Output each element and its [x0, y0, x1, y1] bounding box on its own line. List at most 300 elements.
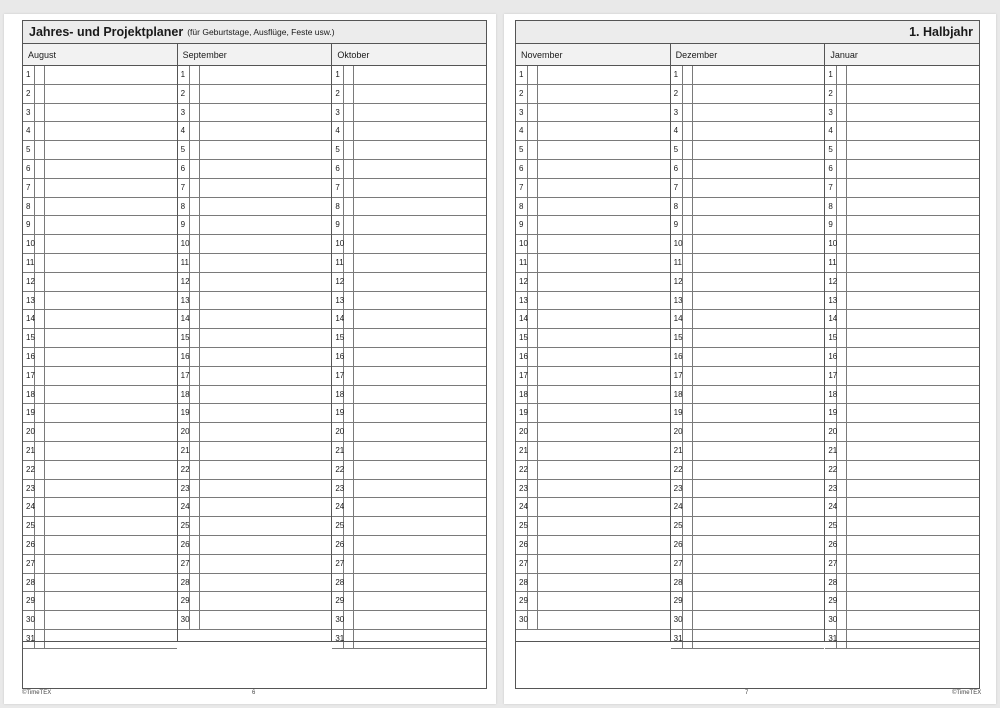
day-marker-box[interactable]: [683, 536, 693, 554]
day-row[interactable]: [825, 611, 979, 630]
day-entry-field[interactable]: [847, 104, 979, 122]
day-marker-box[interactable]: [528, 104, 538, 122]
day-entry-field[interactable]: [693, 461, 825, 479]
day-entry-field[interactable]: [538, 404, 670, 422]
day-entry-field[interactable]: [354, 423, 486, 441]
day-row[interactable]: [671, 423, 825, 442]
day-row[interactable]: [178, 517, 332, 536]
day-row[interactable]: [332, 611, 486, 630]
day-entry-field[interactable]: [45, 517, 177, 535]
day-entry-field[interactable]: [847, 480, 979, 498]
day-row[interactable]: [23, 122, 177, 141]
day-marker-box[interactable]: [344, 423, 354, 441]
day-entry-field[interactable]: [45, 329, 177, 347]
day-row[interactable]: [178, 141, 332, 160]
day-entry-field[interactable]: [45, 480, 177, 498]
day-entry-field[interactable]: [354, 216, 486, 234]
day-entry-field[interactable]: [538, 498, 670, 516]
day-marker-box[interactable]: [35, 386, 45, 404]
day-entry-field[interactable]: [45, 423, 177, 441]
day-row[interactable]: [178, 480, 332, 499]
day-row[interactable]: [516, 480, 670, 499]
day-row[interactable]: [516, 461, 670, 480]
day-marker-box[interactable]: [35, 254, 45, 272]
day-entry-field[interactable]: [538, 104, 670, 122]
day-entry-field[interactable]: [693, 85, 825, 103]
day-row[interactable]: [23, 555, 177, 574]
day-marker-box[interactable]: [35, 404, 45, 422]
day-marker-box[interactable]: [683, 141, 693, 159]
day-row[interactable]: [332, 386, 486, 405]
day-marker-box[interactable]: [190, 442, 200, 460]
day-entry-field[interactable]: [847, 461, 979, 479]
day-row[interactable]: [825, 461, 979, 480]
day-marker-box[interactable]: [683, 85, 693, 103]
day-row[interactable]: [332, 367, 486, 386]
day-row[interactable]: [178, 348, 332, 367]
day-entry-field[interactable]: [354, 273, 486, 291]
day-marker-box[interactable]: [683, 517, 693, 535]
day-entry-field[interactable]: [538, 386, 670, 404]
day-row[interactable]: [332, 141, 486, 160]
day-marker-box[interactable]: [35, 292, 45, 310]
day-row[interactable]: [671, 555, 825, 574]
day-marker-box[interactable]: [190, 386, 200, 404]
day-row[interactable]: [23, 480, 177, 499]
day-row[interactable]: [178, 442, 332, 461]
day-marker-box[interactable]: [683, 216, 693, 234]
day-entry-field[interactable]: [847, 66, 979, 84]
day-marker-box[interactable]: [528, 480, 538, 498]
day-marker-box[interactable]: [190, 348, 200, 366]
day-row[interactable]: [23, 141, 177, 160]
day-entry-field[interactable]: [538, 141, 670, 159]
day-entry-field[interactable]: [200, 367, 332, 385]
day-entry-field[interactable]: [538, 611, 670, 629]
day-row[interactable]: [178, 611, 332, 630]
day-row[interactable]: [516, 574, 670, 593]
day-marker-box[interactable]: [35, 536, 45, 554]
day-entry-field[interactable]: [693, 310, 825, 328]
day-entry-field[interactable]: [200, 329, 332, 347]
day-marker-box[interactable]: [190, 423, 200, 441]
day-row[interactable]: [516, 310, 670, 329]
day-row[interactable]: [516, 404, 670, 423]
day-row[interactable]: [178, 66, 332, 85]
day-marker-box[interactable]: [35, 273, 45, 291]
day-marker-box[interactable]: [528, 160, 538, 178]
day-entry-field[interactable]: [354, 480, 486, 498]
day-entry-field[interactable]: [693, 480, 825, 498]
day-entry-field[interactable]: [538, 66, 670, 84]
day-entry-field[interactable]: [847, 85, 979, 103]
day-entry-field[interactable]: [847, 367, 979, 385]
day-marker-box[interactable]: [190, 367, 200, 385]
day-entry-field[interactable]: [354, 104, 486, 122]
day-entry-field[interactable]: [693, 216, 825, 234]
day-row[interactable]: [825, 348, 979, 367]
day-marker-box[interactable]: [344, 592, 354, 610]
day-entry-field[interactable]: [200, 498, 332, 516]
day-marker-box[interactable]: [190, 141, 200, 159]
day-row[interactable]: [671, 536, 825, 555]
day-row[interactable]: [178, 310, 332, 329]
day-marker-box[interactable]: [683, 66, 693, 84]
day-row[interactable]: [825, 104, 979, 123]
day-entry-field[interactable]: [354, 329, 486, 347]
day-entry-field[interactable]: [200, 386, 332, 404]
day-row[interactable]: [516, 498, 670, 517]
day-marker-box[interactable]: [683, 386, 693, 404]
day-entry-field[interactable]: [693, 141, 825, 159]
day-row[interactable]: [516, 198, 670, 217]
day-marker-box[interactable]: [528, 498, 538, 516]
day-entry-field[interactable]: [45, 592, 177, 610]
day-marker-box[interactable]: [683, 498, 693, 516]
day-marker-box[interactable]: [837, 235, 847, 253]
day-marker-box[interactable]: [35, 442, 45, 460]
day-row[interactable]: [178, 498, 332, 517]
day-entry-field[interactable]: [45, 160, 177, 178]
day-marker-box[interactable]: [190, 104, 200, 122]
day-entry-field[interactable]: [45, 122, 177, 140]
day-row[interactable]: [23, 423, 177, 442]
day-entry-field[interactable]: [45, 404, 177, 422]
day-row[interactable]: [825, 198, 979, 217]
day-row[interactable]: [516, 442, 670, 461]
day-entry-field[interactable]: [45, 179, 177, 197]
day-row[interactable]: [178, 574, 332, 593]
day-entry-field[interactable]: [354, 292, 486, 310]
day-row[interactable]: [671, 310, 825, 329]
day-marker-box[interactable]: [528, 85, 538, 103]
day-marker-box[interactable]: [344, 480, 354, 498]
day-entry-field[interactable]: [847, 423, 979, 441]
day-marker-box[interactable]: [35, 423, 45, 441]
day-marker-box[interactable]: [190, 611, 200, 629]
day-row[interactable]: [332, 179, 486, 198]
day-marker-box[interactable]: [683, 235, 693, 253]
day-row[interactable]: [671, 85, 825, 104]
day-row[interactable]: [825, 85, 979, 104]
day-entry-field[interactable]: [354, 555, 486, 573]
day-marker-box[interactable]: [190, 235, 200, 253]
day-entry-field[interactable]: [693, 254, 825, 272]
day-marker-box[interactable]: [35, 66, 45, 84]
day-marker-box[interactable]: [344, 517, 354, 535]
day-entry-field[interactable]: [45, 273, 177, 291]
day-row[interactable]: [23, 198, 177, 217]
day-marker-box[interactable]: [190, 329, 200, 347]
day-entry-field[interactable]: [354, 348, 486, 366]
day-entry-field[interactable]: [538, 235, 670, 253]
day-row[interactable]: [671, 592, 825, 611]
day-entry-field[interactable]: [354, 254, 486, 272]
day-marker-box[interactable]: [344, 367, 354, 385]
day-row[interactable]: [825, 555, 979, 574]
day-entry-field[interactable]: [538, 216, 670, 234]
day-marker-box[interactable]: [837, 461, 847, 479]
day-row[interactable]: [332, 273, 486, 292]
day-marker-box[interactable]: [344, 555, 354, 573]
day-row[interactable]: [516, 85, 670, 104]
day-entry-field[interactable]: [200, 141, 332, 159]
day-row[interactable]: [332, 592, 486, 611]
day-entry-field[interactable]: [693, 66, 825, 84]
day-marker-box[interactable]: [837, 498, 847, 516]
day-entry-field[interactable]: [45, 66, 177, 84]
day-row[interactable]: [671, 141, 825, 160]
day-marker-box[interactable]: [837, 160, 847, 178]
day-row[interactable]: [516, 536, 670, 555]
day-entry-field[interactable]: [45, 498, 177, 516]
day-entry-field[interactable]: [538, 423, 670, 441]
day-row[interactable]: [671, 461, 825, 480]
day-entry-field[interactable]: [847, 442, 979, 460]
day-row[interactable]: [516, 555, 670, 574]
day-marker-box[interactable]: [683, 592, 693, 610]
day-row[interactable]: [332, 310, 486, 329]
day-marker-box[interactable]: [683, 329, 693, 347]
day-row[interactable]: [178, 198, 332, 217]
day-row[interactable]: [178, 85, 332, 104]
day-entry-field[interactable]: [847, 160, 979, 178]
day-entry-field[interactable]: [200, 310, 332, 328]
day-row[interactable]: [516, 179, 670, 198]
day-entry-field[interactable]: [847, 235, 979, 253]
day-entry-field[interactable]: [693, 160, 825, 178]
day-marker-box[interactable]: [837, 480, 847, 498]
day-row[interactable]: [332, 480, 486, 499]
day-marker-box[interactable]: [528, 517, 538, 535]
day-entry-field[interactable]: [847, 273, 979, 291]
day-marker-box[interactable]: [837, 517, 847, 535]
day-marker-box[interactable]: [344, 498, 354, 516]
day-marker-box[interactable]: [528, 386, 538, 404]
day-row[interactable]: [516, 329, 670, 348]
day-marker-box[interactable]: [344, 348, 354, 366]
day-row[interactable]: [23, 310, 177, 329]
day-marker-box[interactable]: [35, 480, 45, 498]
day-row[interactable]: [23, 329, 177, 348]
day-marker-box[interactable]: [190, 85, 200, 103]
day-row[interactable]: [23, 160, 177, 179]
day-row[interactable]: [671, 235, 825, 254]
day-entry-field[interactable]: [847, 404, 979, 422]
day-row[interactable]: [825, 536, 979, 555]
day-entry-field[interactable]: [200, 292, 332, 310]
day-entry-field[interactable]: [693, 536, 825, 554]
day-marker-box[interactable]: [683, 198, 693, 216]
day-marker-box[interactable]: [528, 611, 538, 629]
day-marker-box[interactable]: [35, 461, 45, 479]
day-entry-field[interactable]: [693, 404, 825, 422]
day-row[interactable]: [516, 386, 670, 405]
day-row[interactable]: [332, 329, 486, 348]
day-marker-box[interactable]: [344, 329, 354, 347]
day-marker-box[interactable]: [344, 536, 354, 554]
day-entry-field[interactable]: [847, 498, 979, 516]
day-row[interactable]: [332, 235, 486, 254]
day-marker-box[interactable]: [190, 404, 200, 422]
day-entry-field[interactable]: [200, 423, 332, 441]
day-row[interactable]: [178, 235, 332, 254]
day-row[interactable]: [23, 292, 177, 311]
day-row[interactable]: [516, 160, 670, 179]
day-entry-field[interactable]: [354, 235, 486, 253]
day-row[interactable]: [332, 85, 486, 104]
day-entry-field[interactable]: [847, 198, 979, 216]
day-row[interactable]: [23, 104, 177, 123]
day-row[interactable]: [23, 273, 177, 292]
day-marker-box[interactable]: [35, 592, 45, 610]
day-entry-field[interactable]: [200, 122, 332, 140]
day-entry-field[interactable]: [847, 310, 979, 328]
day-entry-field[interactable]: [693, 329, 825, 347]
day-entry-field[interactable]: [354, 404, 486, 422]
day-row[interactable]: [825, 66, 979, 85]
day-marker-box[interactable]: [344, 179, 354, 197]
day-row[interactable]: [178, 179, 332, 198]
day-row[interactable]: [23, 66, 177, 85]
day-marker-box[interactable]: [190, 592, 200, 610]
day-marker-box[interactable]: [528, 198, 538, 216]
day-entry-field[interactable]: [538, 273, 670, 291]
day-marker-box[interactable]: [344, 292, 354, 310]
day-entry-field[interactable]: [200, 179, 332, 197]
day-entry-field[interactable]: [200, 480, 332, 498]
day-row[interactable]: [178, 104, 332, 123]
day-entry-field[interactable]: [45, 461, 177, 479]
day-entry-field[interactable]: [354, 574, 486, 592]
day-row[interactable]: [671, 160, 825, 179]
day-marker-box[interactable]: [683, 611, 693, 629]
day-entry-field[interactable]: [693, 104, 825, 122]
day-marker-box[interactable]: [344, 442, 354, 460]
day-entry-field[interactable]: [354, 611, 486, 629]
day-marker-box[interactable]: [35, 141, 45, 159]
day-marker-box[interactable]: [528, 592, 538, 610]
day-entry-field[interactable]: [693, 235, 825, 253]
day-marker-box[interactable]: [528, 66, 538, 84]
day-marker-box[interactable]: [528, 423, 538, 441]
day-row[interactable]: [178, 592, 332, 611]
day-row[interactable]: [178, 367, 332, 386]
day-entry-field[interactable]: [538, 329, 670, 347]
day-marker-box[interactable]: [683, 292, 693, 310]
day-row[interactable]: [23, 254, 177, 273]
day-row[interactable]: [178, 273, 332, 292]
day-marker-box[interactable]: [35, 198, 45, 216]
day-marker-box[interactable]: [35, 517, 45, 535]
day-marker-box[interactable]: [190, 517, 200, 535]
day-row[interactable]: [671, 611, 825, 630]
day-entry-field[interactable]: [354, 85, 486, 103]
day-marker-box[interactable]: [528, 273, 538, 291]
day-marker-box[interactable]: [837, 367, 847, 385]
day-marker-box[interactable]: [344, 611, 354, 629]
day-entry-field[interactable]: [538, 517, 670, 535]
day-row[interactable]: [825, 235, 979, 254]
day-entry-field[interactable]: [45, 85, 177, 103]
day-marker-box[interactable]: [344, 104, 354, 122]
day-entry-field[interactable]: [538, 461, 670, 479]
day-row[interactable]: [516, 292, 670, 311]
day-row[interactable]: [332, 160, 486, 179]
day-row[interactable]: [332, 404, 486, 423]
day-entry-field[interactable]: [45, 198, 177, 216]
day-entry-field[interactable]: [45, 310, 177, 328]
day-entry-field[interactable]: [354, 517, 486, 535]
day-row[interactable]: [332, 461, 486, 480]
day-row[interactable]: [23, 442, 177, 461]
day-row[interactable]: [671, 386, 825, 405]
day-row[interactable]: [332, 517, 486, 536]
day-entry-field[interactable]: [538, 348, 670, 366]
day-entry-field[interactable]: [693, 122, 825, 140]
day-row[interactable]: [178, 386, 332, 405]
day-marker-box[interactable]: [528, 574, 538, 592]
day-row[interactable]: [178, 254, 332, 273]
day-entry-field[interactable]: [200, 198, 332, 216]
day-row[interactable]: [671, 574, 825, 593]
day-marker-box[interactable]: [35, 122, 45, 140]
day-entry-field[interactable]: [200, 66, 332, 84]
day-marker-box[interactable]: [35, 160, 45, 178]
day-entry-field[interactable]: [200, 517, 332, 535]
day-marker-box[interactable]: [35, 348, 45, 366]
day-entry-field[interactable]: [354, 592, 486, 610]
day-marker-box[interactable]: [837, 122, 847, 140]
day-marker-box[interactable]: [35, 498, 45, 516]
day-entry-field[interactable]: [200, 160, 332, 178]
day-row[interactable]: [332, 574, 486, 593]
day-row[interactable]: [825, 386, 979, 405]
day-marker-box[interactable]: [528, 404, 538, 422]
day-row[interactable]: [671, 329, 825, 348]
day-marker-box[interactable]: [190, 66, 200, 84]
day-row[interactable]: [825, 160, 979, 179]
day-marker-box[interactable]: [344, 574, 354, 592]
day-marker-box[interactable]: [683, 179, 693, 197]
day-marker-box[interactable]: [683, 423, 693, 441]
day-row[interactable]: [23, 536, 177, 555]
day-marker-box[interactable]: [528, 555, 538, 573]
day-row[interactable]: [825, 517, 979, 536]
day-row[interactable]: [671, 66, 825, 85]
day-entry-field[interactable]: [45, 235, 177, 253]
day-row[interactable]: [332, 348, 486, 367]
day-row[interactable]: [671, 480, 825, 499]
day-row[interactable]: [23, 592, 177, 611]
day-marker-box[interactable]: [35, 367, 45, 385]
day-row[interactable]: [516, 66, 670, 85]
day-marker-box[interactable]: [35, 235, 45, 253]
day-marker-box[interactable]: [35, 216, 45, 234]
day-entry-field[interactable]: [45, 367, 177, 385]
day-row[interactable]: [516, 104, 670, 123]
day-entry-field[interactable]: [693, 442, 825, 460]
day-row[interactable]: [516, 273, 670, 292]
day-marker-box[interactable]: [837, 179, 847, 197]
day-marker-box[interactable]: [35, 310, 45, 328]
day-marker-box[interactable]: [683, 461, 693, 479]
day-entry-field[interactable]: [45, 104, 177, 122]
day-row[interactable]: [516, 611, 670, 630]
day-entry-field[interactable]: [538, 480, 670, 498]
day-marker-box[interactable]: [528, 141, 538, 159]
day-marker-box[interactable]: [35, 611, 45, 629]
